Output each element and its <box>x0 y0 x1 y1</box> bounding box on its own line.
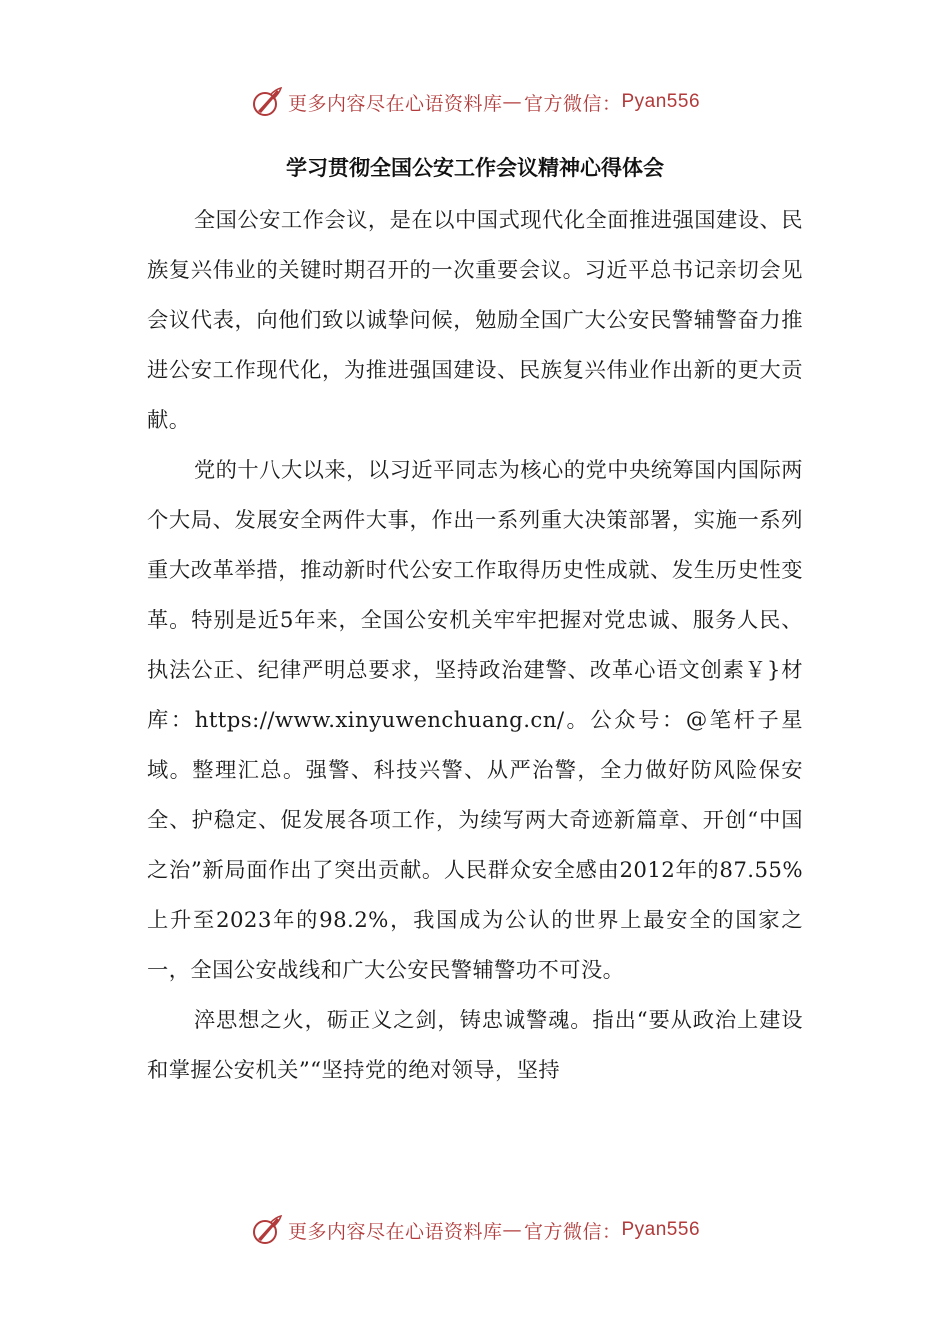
footer-banner <box>0 1210 950 1250</box>
banner-wechat-id: Pyan556 <box>621 91 701 112</box>
document-title: 学习贯彻全国公安工作会议精神心得体会 <box>286 156 664 180</box>
banner-wechat-label: 官方微信： <box>523 92 622 115</box>
paragraph-2: 党的十八大以来，以习近平同志为核心的党中央统筹国内国际两个大局、发展安全两件大事，作出一系列重大决策部署，实施一系列重大改革举措，推动新时代公安工作取得历史性成就、发生历史性变革。特别是近5年来，全国公安机关牢牢把握对党忠诚、服务人民、执法公正、纪律严明总要求，坚持政治建警、改革心语文创素￥}材库：https://www.xinyuwenchuang.cn/。公众号：@笔杆子星域。整理汇总。强警、科技兴警、从严治警，全力做好防风险保安全、护稳定、促发展各项工作，为续写两大奇迹新篇章、开创“中国之治”新局面作出了突出贡献。人民群众安全感由2012年的87.55%上升至2023年的98.2%，我国成为公认的世界上最安全的国家之一，全国公安战线和广大公安民警辅警功不可没。 <box>147 458 803 983</box>
banner-text: 更多内容尽在心语资料库 <box>287 92 503 115</box>
paragraph-1: 全国公安工作会议，是在以中国式现代化全面推进强国建设、民族复兴伟业的关键时期召开的一次重要会议。习近平总书记亲切会见会议代表，向他们致以诚挚问候，勉励全国广大公安民警辅警奋力推进公安工作现代化，为推进强国建设、民族复兴伟业作出新的更大贡献。 <box>147 208 803 433</box>
quill-logo-icon <box>250 1213 284 1247</box>
banner-wechat-label: 官方微信： <box>523 1220 622 1243</box>
banner-dash: — <box>502 91 522 113</box>
banner-dash: — <box>502 1219 522 1241</box>
paragraph-3: 淬思想之火，砺正义之剑，铸忠诚警魂。指出“要从政治上建设和掌握公安机关”“坚持党的绝对领导，坚持 <box>147 1008 803 1083</box>
document-body <box>147 196 803 1096</box>
banner-wechat-id: Pyan556 <box>621 1219 701 1240</box>
banner-text: 更多内容尽在心语资料库 <box>287 1220 503 1243</box>
quill-logo-icon <box>250 85 284 119</box>
header-banner <box>0 82 950 122</box>
